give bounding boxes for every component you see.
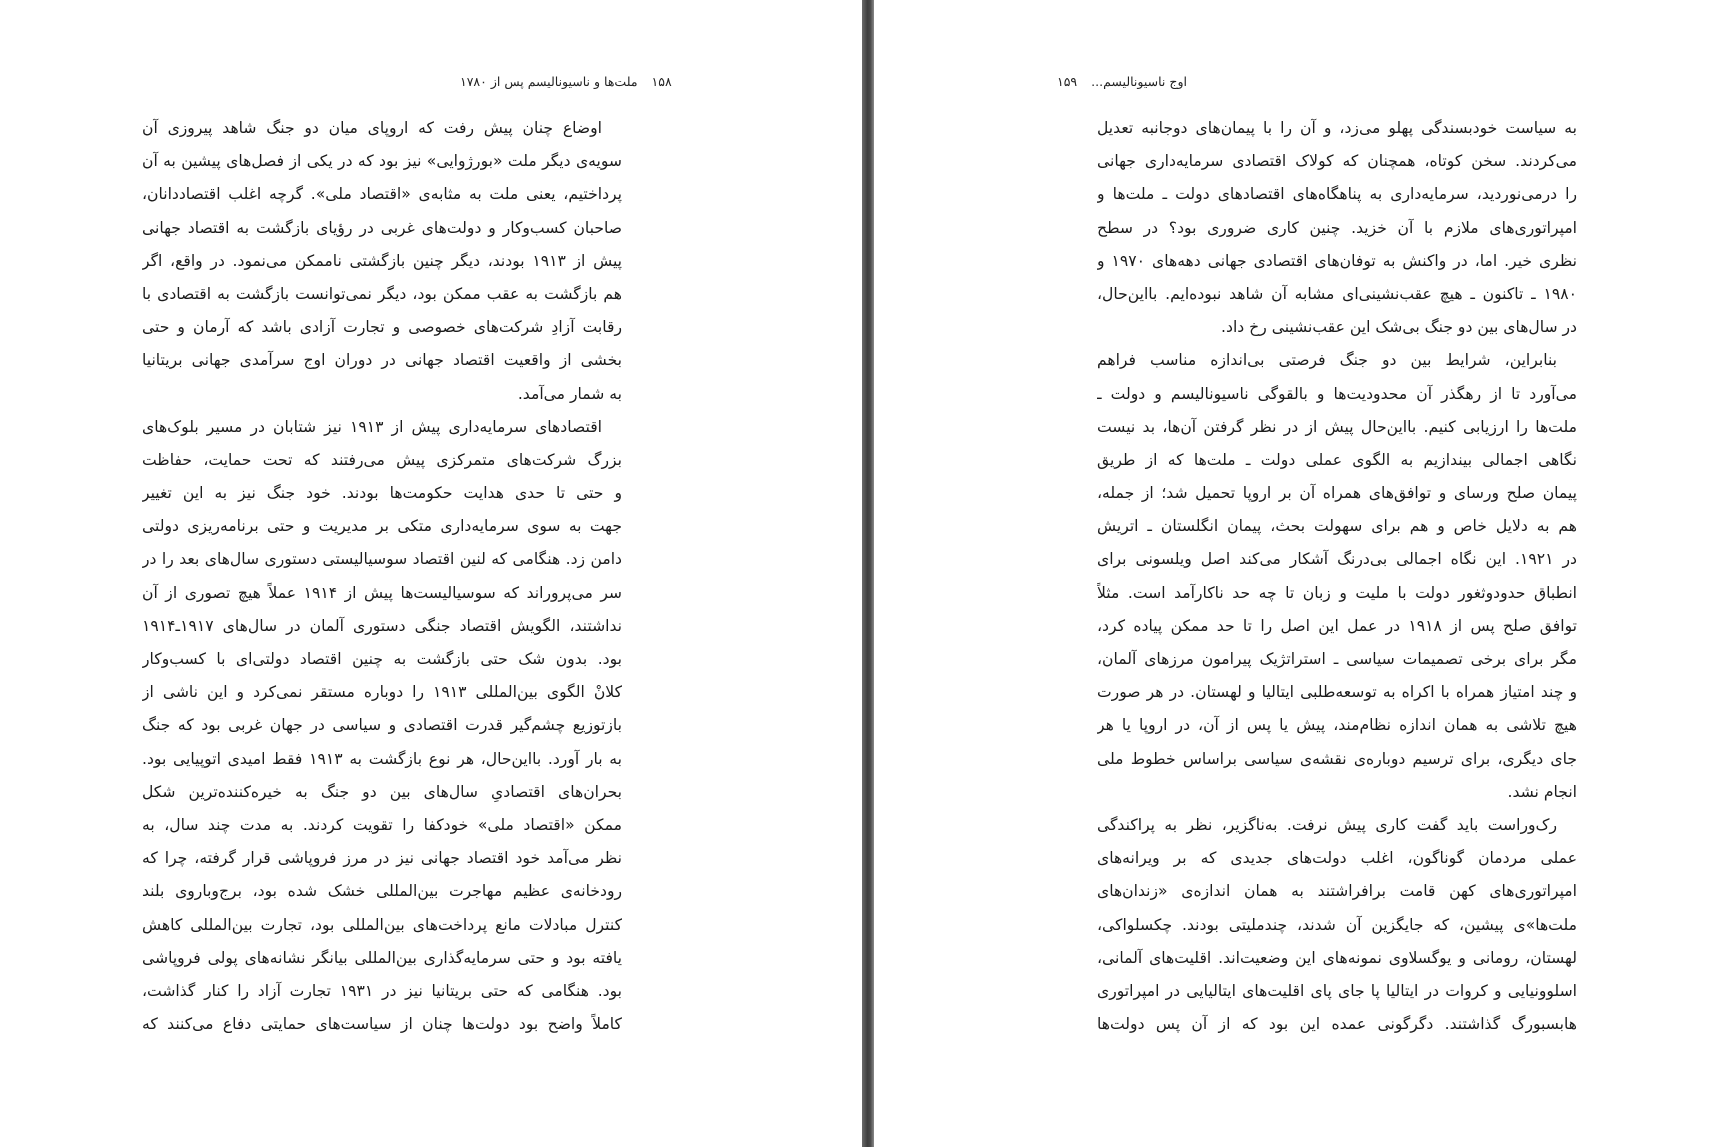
left-page <box>0 0 862 1147</box>
text-line: هابسبورگ گذاشتند. دگرگونی عمده این بود که از آن پس دولت‌ها <box>1097 1015 1577 1034</box>
text-line: امپراتوری‌های ملازم با آن خزید. چنین کاری ضروری بود؟ در سطح <box>1097 218 1577 237</box>
text-line: اوضاع چنان پیش رفت که اروپای میان دو جنگ شاهد پیروزی آن <box>142 119 602 137</box>
text-line: کلانْ الگوی بین‌المللی ۱۹۱۳ را دوباره مستقر نمی‌کرد و این ناشی از <box>142 683 622 702</box>
text-line: کنترل مبادلات مانع پرداخت‌های بین‌المللی بود، تجارت بین‌المللی کاهش <box>142 915 622 934</box>
text-line: جهت به سوی سرمایه‌داری متکی بر مدیریت و حتی برنامه‌ریزی دولتی <box>142 517 622 536</box>
text-line: و حتی تا حدی هدایت حکومت‌ها بودند. خود جنگ نیز به این تغییر <box>142 484 622 503</box>
text-line: هم بازگشت به عقب ممکن بود، دیگر نمی‌توانست بازگشت به اقتصادی با <box>142 284 622 303</box>
text-line: انطباق حدودوثغور دولت با ملیت و زبان تا چه حد ناکارآمد است. مثلاً <box>1097 583 1577 602</box>
text-line: جای دیگری، برای ترسیم دوباره‌ی نقشه‌ی سیاسی براساس خطوط ملی <box>1097 749 1577 768</box>
right-page-number: ۱۵۹ <box>1057 73 1078 89</box>
text-line: پرداختیم، یعنی ملت به مثابه‌ی «اقتصاد ملی». گرچه اغلب اقتصاددانان، <box>142 185 622 204</box>
text-line: بود. هنگامی که حتی بریتانیا نیز در ۱۹۳۱ تجارت آزاد را کنار گذاشت، <box>142 981 622 1000</box>
text-line: توافق صلح پس از ۱۹۱۸ در عمل این اصل را تا حد ممکن پیاده کرد، <box>1097 616 1577 635</box>
text-line: عملی مردمان گوناگون، اغلب دولت‌های جدیدی که بر ویرانه‌های <box>1097 849 1577 868</box>
right-running-head <box>1057 71 1187 91</box>
text-line: می‌کردند. سخن کوتاه، همچنان که کولاک اقتصادی سرمایه‌داری جهانی <box>1097 152 1577 171</box>
text-line: به شمار می‌آمد. <box>517 384 622 403</box>
text-line: ممکن «اقتصاد ملی» خودکفا را تقویت کردند. به مدت چند سال، به <box>142 815 622 834</box>
text-line: را درمی‌نوردید، سرمایه‌داری به پناهگاه‌های اقتصادهای دولت ـ ملت‌ها و <box>1097 185 1577 204</box>
text-line: می‌آورد تا از رهگذر آن محدودیت‌ها و بالقوگی ناسیونالیسم و دولت ـ <box>1097 384 1577 403</box>
text-line: به بار آورد. بااین‌حال، هر نوع بازگشت به ۱۹۱۳ فقط امیدی اتوپیایی بود. <box>142 749 622 768</box>
right-page <box>874 0 1725 1147</box>
book-gutter <box>862 0 874 1147</box>
text-line: ملت‌ها را ارزیابی کنیم. بااین‌حال پیش از در نظر گرفتن آن‌ها، بد نیست <box>1097 417 1577 436</box>
text-line: بود. بدون شک حتی بازگشت به چنین اقتصاد دولتی‌ای با کسب‌وکار <box>142 650 622 668</box>
text-line: سر می‌پروراند که سوسیالیست‌ها پیش از ۱۹۱۴ عملاً هیچ تصوری از آن <box>142 583 622 602</box>
text-line: صاحبان کسب‌وکار و دولت‌های غربی در رؤیای بازگشت به اقتصاد جهانی <box>142 218 622 237</box>
left-page-number: ۱۵۸ <box>651 73 672 89</box>
text-line: نداشتند، الگویش اقتصاد جنگی دستوری آلمان در سال‌های ۱۹۱۷ـ۱۹۱۴ <box>142 616 622 635</box>
text-line: سویه‌ی دیگر ملت «بورژوایی» نیز بود که در یکی از فصل‌های پیشین به آن <box>142 152 622 171</box>
text-line: اقتصادهای سرمایه‌داری پیش از ۱۹۱۳ نیز شتابان در مسیر بلوک‌های <box>142 417 602 436</box>
text-line: بخشی از واقعیت اقتصاد جهانی در دوران اوج سرآمدی جهانی بریتانیا <box>142 351 622 370</box>
text-line: و چند امتیاز همراه با اکراه به توسعه‌طلبی ایتالیا و لهستان. در هر صورت <box>1097 683 1577 702</box>
text-line: نگاهی اجمالی بیندازیم به الگوی عملی دولت ـ ملت‌ها که از طریق <box>1097 450 1577 469</box>
right-body-text <box>1097 112 1577 1041</box>
text-line: ۱۹۸۰ ـ تاکنون ـ هیچ عقب‌نشینی‌ای مشابه آن شاهد نبوده‌ایم. بااین‌حال، <box>1097 284 1577 303</box>
text-line: رک‌وراست باید گفت کاری پیش نرفت. به‌ناگزیر، نظر به پراکندگی <box>1097 815 1557 834</box>
text-line: لهستان، رومانی و یوگسلاوی نمونه‌های این وضعیت‌اند. اقلیت‌های آلمانی، <box>1097 948 1577 967</box>
text-line: هیچ تلاشی به همان اندازه نظام‌مند، پیش یا پس از آن، در اروپا یا هر <box>1097 716 1577 735</box>
text-line: دامن زد. هنگامی که لنین اقتصاد سوسیالیستی دستوری سال‌های بعد را در <box>142 550 622 569</box>
text-line: امپراتوری‌های کهن قامت برافراشتند به همان اندازه‌ی «زندان‌های <box>1097 882 1577 901</box>
text-line: ملت‌ها»ی پیشین، که جایگزین آن شدند، چندملیتی بودند. چکسلواکی، <box>1097 915 1577 934</box>
text-line: به سیاست خودبسندگی پهلو می‌زد، و آن را با پیمان‌های دوجانبه تعدیل <box>1097 119 1577 137</box>
text-line: رودخانه‌ی عظیم مهاجرت بین‌المللی خشک شده بود، برج‌وباروی بلند <box>142 882 622 901</box>
text-line: مگر برای برخی تصمیمات سیاسی ـ استراتژیک پیرامون مرزهای آلمان، <box>1097 650 1577 668</box>
text-line: پیمان صلح ورسای و توافق‌های همراه آن بر اروپا تحمیل شد؛ از جمله، <box>1097 484 1577 503</box>
text-line: هم به دلایل خاص و هم برای سهولت بحث، پیمان انگلستان ـ اتریش <box>1097 517 1577 536</box>
text-line: بازتوزیع چشم‌گیر قدرت اقتصادی و سیاسی در جهان غربی بود که جنگ <box>142 716 622 735</box>
text-line: نظری خیر. اما، در واکنش به توفان‌های اقتصادی جهانی دهه‌های ۱۹۷۰ و <box>1097 251 1577 270</box>
text-line: در سال‌های بین دو جنگ بی‌شک این عقب‌نشینی رخ داد. <box>1221 318 1577 337</box>
left-running-head <box>460 71 672 91</box>
left-running-head-title: ملت‌ها و ناسیونالیسم پس از ۱۷۸۰ <box>460 73 638 89</box>
text-line: اسلوونیایی و کروات در ایتالیا پا جای پای اقلیت‌های ایتالیایی در امپراتوری <box>1097 981 1577 1000</box>
text-line: یافته بود و حتی سرمایه‌گذاری بین‌المللی بیانگر نشانه‌های پولی فروپاشی <box>142 948 622 967</box>
text-line: نظر می‌آمد خود اقتصاد جهانی نیز در مرز فروپاشی قرار گرفته، چرا که <box>142 849 622 868</box>
text-line: رقابت آزادِ شرکت‌های خصوصی و تجارت آزادی باشد که آرمان و حتی <box>142 318 622 337</box>
text-line: انجام نشد. <box>1507 782 1577 801</box>
text-line: بزرگ شرکت‌های متمرکزی پیش می‌رفتند که تحت حمایت، حفاظت <box>142 450 622 469</box>
text-line: در ۱۹۲۱. این نگاه اجمالی بی‌درنگ آشکار می‌کند اصل ویلسونی برای <box>1097 550 1577 569</box>
left-body-text <box>142 112 622 1041</box>
text-line: بحران‌های اقتصادیِ سال‌های بین دو جنگ به خیره‌کننده‌ترین شکل <box>142 782 622 801</box>
right-running-head-title: اوج ناسیونالیسم... <box>1091 73 1187 89</box>
text-line: پیش از ۱۹۱۳ بودند، دیگر چنین بازگشتی ناممکن می‌نمود. در واقع، اگر <box>142 251 622 270</box>
text-line: بنابراین، شرایط بین دو جنگ فرصتی بی‌اندازه مناسب فراهم <box>1097 351 1557 370</box>
text-line: کاملاً واضح بود دولت‌ها چنان از سیاست‌های حمایتی دفاع می‌کنند که <box>142 1015 622 1034</box>
